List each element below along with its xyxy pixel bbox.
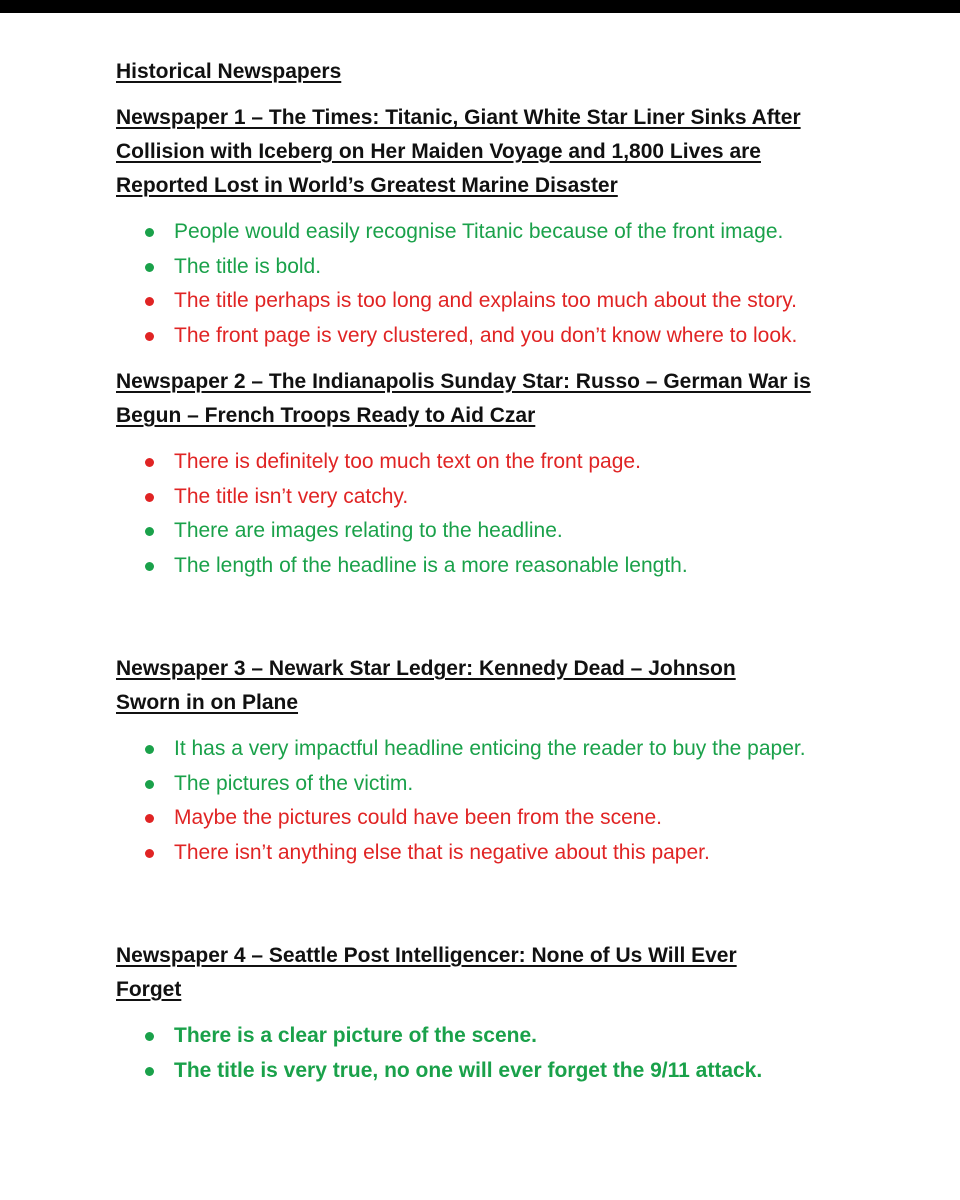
newspaper-1-title: Newspaper 1 – The Times: Titanic, Giant White Star Liner Sinks After Collision with Iceberg on Her Maiden Voyage and 1,800 Lives are Reported Lost in World’s Greatest Marine Disaster [116,106,801,197]
list-item: There is a clear picture of the scene. [174,1019,936,1054]
newspaper-3-points [116,732,936,870]
spacer [116,595,936,652]
list-item: The pictures of the victim. [174,767,936,802]
list-item: The title is bold. [174,250,936,285]
newspaper-4-title: Newspaper 4 – Seattle Post Intelligencer: None of Us Will Ever Forget [116,944,737,1001]
newspaper-2-title: Newspaper 2 – The Indianapolis Sunday Star: Russo – German War is Begun – French Troops Ready to Aid Czar [116,370,811,427]
document-title: Historical Newspapers [116,60,342,83]
list-item: There are images relating to the headline. [174,514,936,549]
list-item: People would easily recognise Titanic because of the front image. [174,215,794,250]
newspaper-2-points [116,445,936,583]
newspaper-1-points [116,215,936,353]
document-body [116,55,936,1100]
newspaper-3-title: Newspaper 3 – Newark Star Ledger: Kennedy Dead – Johnson Sworn in on Plane [116,657,736,714]
list-item: The title isn’t very catchy. [174,480,936,515]
list-item: There isn’t anything else that is negative about this paper. [174,836,936,871]
list-item: There is definitely too much text on the front page. [174,445,936,480]
list-item: The title perhaps is too long and explains too much about the story. [174,284,834,319]
list-item: The front page is very clustered, and you don’t know where to look. [174,319,844,354]
list-item: The length of the headline is a more reasonable length. [174,549,936,584]
list-item: It has a very impactful headline enticing the reader to buy the paper. [174,732,834,767]
list-item: Maybe the pictures could have been from the scene. [174,801,936,836]
list-item: The title is very true, no one will ever forget the 9/11 attack. [174,1054,936,1089]
newspaper-4-points [116,1019,936,1088]
top-bar [0,0,960,13]
spacer [116,882,936,939]
